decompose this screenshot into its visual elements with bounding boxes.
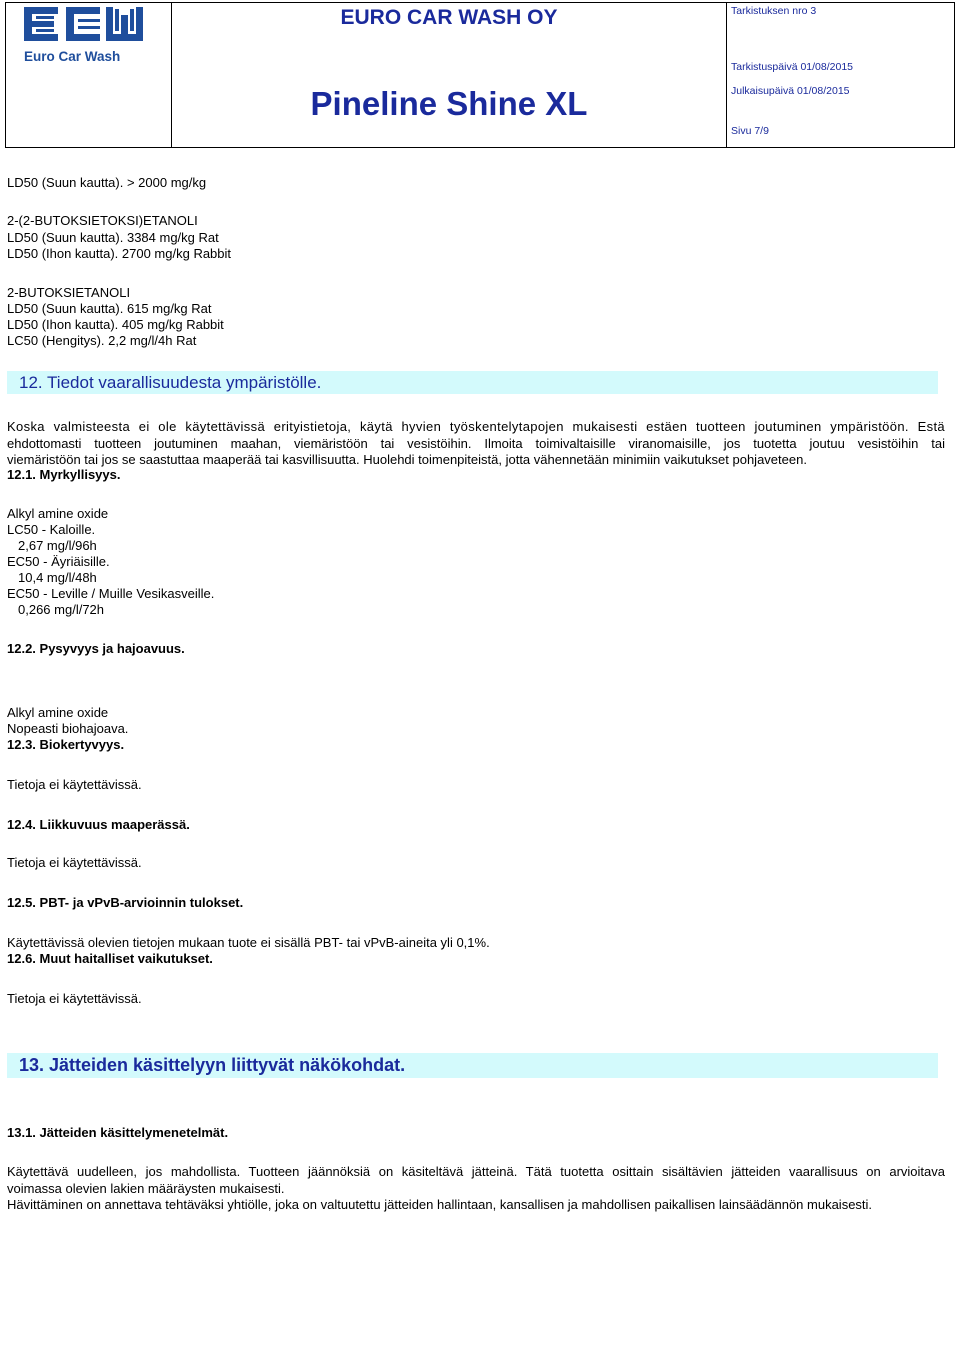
no-data-text: Tietoja ei käytettävissä.	[7, 991, 142, 1006]
ecotox-value: 10,4 mg/l/48h	[18, 570, 97, 585]
title-cell	[172, 3, 727, 147]
pbt-text: Käytettävissä olevien tietojen mukaan tuote ei sisällä PBT- tai vPvB-aineita yli 0,1%.	[7, 935, 490, 950]
section-13-title: 13. Jätteiden käsittelyyn liittyvät näkökohdat.	[19, 1055, 406, 1075]
subsection-12-1-title: 12.1. Myrkyllisyys.	[7, 467, 121, 482]
no-data-text: Tietoja ei käytettävissä.	[7, 855, 142, 870]
tox-line: LC50 (Hengitys). 2,2 mg/l/4h Rat	[7, 333, 197, 348]
substance-name: 2-(2-BUTOKSIETOKSI)ETANOLI	[7, 213, 198, 228]
paragraph-line: Käytettävä uudelleen, jos mahdollista. Tuotteen jäännöksiä on käsiteltävä jätteinä. Tätä tuotetta osittain sisältävien jätteiden vaarallisuus on arvioitava	[7, 1164, 945, 1179]
substance-name: 2-BUTOKSIETANOLI	[7, 285, 131, 300]
subsection-13-1-title: 13.1. Jätteiden käsittelymenetelmät.	[7, 1125, 229, 1140]
tox-line: LD50 (Suun kautta). 615 mg/kg Rat	[7, 301, 212, 316]
tox-line: LD50 (Suun kautta). 3384 mg/kg Rat	[7, 230, 219, 245]
tox-line: LD50 (Ihon kautta). 2700 mg/kg Rabbit	[7, 246, 232, 261]
product-name: Pineline Shine XL	[310, 85, 588, 122]
tox-line: LD50 (Ihon kautta). 405 mg/kg Rabbit	[7, 317, 224, 332]
publish-date: Julkaisupäivä 01/08/2015	[731, 85, 850, 97]
revision-date: Tarkistuspäivä 01/08/2015	[731, 61, 853, 73]
subsection-12-3-title: 12.3. Biokertyvyys.	[7, 737, 125, 752]
substance-name: Alkyl amine oxide	[7, 705, 109, 720]
section-12-title: 12. Tiedot vaarallisuudesta ympäristölle.	[19, 373, 322, 392]
document-header	[5, 2, 955, 148]
revision-number: Tarkistuksen nro 3	[731, 5, 817, 17]
page-number: Sivu 7/9	[731, 125, 769, 137]
subsection-12-6-title: 12.6. Muut haitalliset vaikutukset.	[7, 951, 213, 966]
no-data-text: Tietoja ei käytettävissä.	[7, 777, 142, 792]
company-name: EURO CAR WASH OY	[340, 6, 558, 29]
ecotox-value: 2,67 mg/l/96h	[18, 538, 97, 553]
subsection-12-2-title: 12.2. Pysyvyys ja hajoavuus.	[7, 641, 185, 656]
substance-name: Alkyl amine oxide	[7, 506, 109, 521]
ecotox-line: EC50 - Äyriäisille.	[7, 554, 110, 569]
logo-cell	[6, 3, 172, 147]
revision-info	[727, 3, 954, 147]
euro-car-wash-logo	[14, 5, 164, 69]
paragraph-line: Hävittäminen on annettava tehtäväksi yhtiölle, joka on valtuutettu jätteiden hallintaan, kansallisen ja mahdollisen paikallisen lainsäädännön mukaisesti.	[7, 1197, 873, 1212]
paragraph-line: viemäristöön tai jos se saastuttaa maaperää tai kasvillisuutta. Huolehdi toimenpiteistä, jotta vähennetään minimiin vaikutukset pohjaveteen.	[7, 452, 807, 467]
section-12-paragraph	[7, 419, 945, 469]
logo-text: Euro Car Wash	[24, 49, 121, 64]
subsection-12-5-title: 12.5. PBT- ja vPvB-arvioinnin tulokset.	[7, 895, 244, 910]
section-13-paragraph	[7, 1164, 945, 1214]
paragraph-line: ehdottomasti tuotteen joutuminen maahan, viemäristöön tai vesistöihin. Ilmoita toimivaltaisille viranomaisille, jos tuotetta joutuu vesistöihin tai	[7, 435, 945, 451]
ecotox-line: EC50 - Leville / Muille Vesikasveille.	[7, 586, 215, 601]
degradability-text: Nopeasti biohajoava.	[7, 721, 129, 736]
paragraph-line: Koska valmisteesta ei ole käytettävissä erityistietoja, käytä hyvien työskentelytapojen mukaisesti estäen tuotteen joutuminen ympäristöön. Estä	[7, 419, 945, 434]
paragraph-line: voimassa olevien lakien määräysten mukaisesti.	[7, 1180, 285, 1196]
ecotox-value: 0,266 mg/l/72h	[18, 602, 105, 617]
subsection-12-4-title: 12.4. Liikkuvuus maaperässä.	[7, 817, 190, 832]
ecotox-line: LC50 - Kaloille.	[7, 522, 96, 537]
tox-line: LD50 (Suun kautta). > 2000 mg/kg	[7, 175, 207, 190]
